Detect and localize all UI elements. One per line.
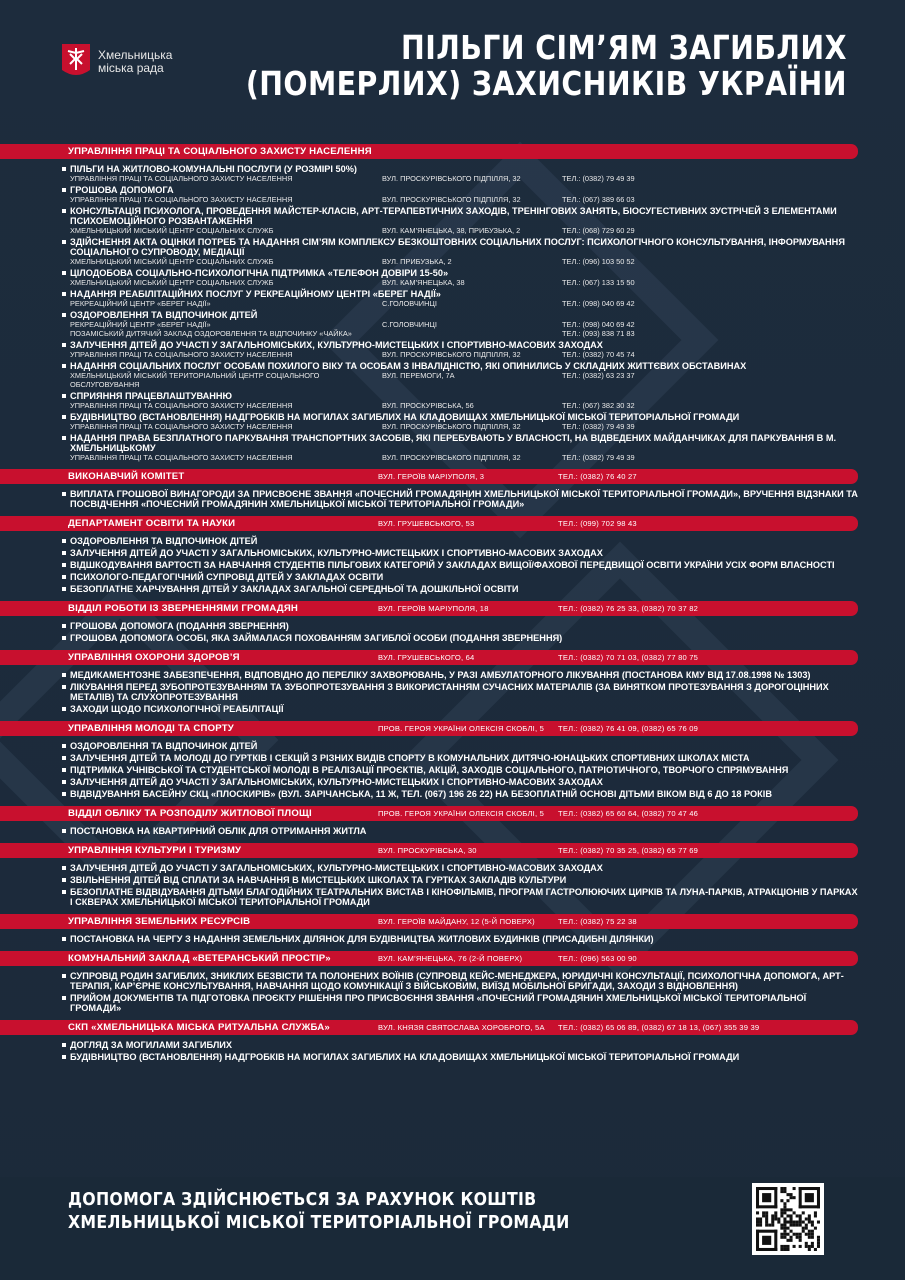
provider-row [70,320,858,329]
benefit-items [58,858,858,914]
benefit-text: ГРОШОВА ДОПОМОГА [70,185,174,195]
provider-address: ВУЛ. ПРОСКУРІВСЬКОГО ПІДПІЛЛЯ, 32 [382,174,521,183]
benefit-text: КОНСУЛЬТАЦІЯ ПСИХОЛОГА, ПРОВЕДЕННЯ МАЙСТЕР-КЛАСІВ, АРТ-ТЕРАПЕВТИЧНИХ ЗАХОДІВ, ТРЕНІНГОВИХ ЗАНЯТЬ, БІОСУГЕСТИВНИХ ЗУСТРІЧЕЙ З ЕЛЕМЕНТАМИ ПСИХОЕМОЦІЙНОГО РОЗВАНТАЖЕННЯ [70,206,837,226]
benefit-items [58,616,858,650]
provider-address: ВУЛ. КАМ’ЯНЕЦЬКА, 38, ПРИБУЗЬКА, 2 [382,226,521,235]
benefit-item [62,934,858,944]
department-address: ВУЛ. ГЕРОЇВ МАРІУПОЛЯ, 3 [378,472,485,481]
benefits-list [58,144,858,1069]
department-header [0,721,858,736]
benefit-item [62,548,858,558]
benefit-item [62,633,858,643]
benefit-items [58,821,858,843]
benefit-item [62,753,858,763]
department-header [0,914,858,929]
department-section [58,806,858,843]
benefit-text: НАДАННЯ СОЦІАЛЬНИХ ПОСЛУГ ОСОБАМ ПОХИЛОГО ВІКУ ТА ОСОБАМ З ІНВАЛІДНІСТЮ, ЯКІ ОПИНИЛИСЬ У СКЛАДНИХ ЖИТТЄВИХ ОБСТАВИНАХ [70,361,747,371]
provider-name: УПРАВЛІННЯ ПРАЦІ ТА СОЦІАЛЬНОГО ЗАХИСТУ НАСЕЛЕННЯ [70,453,293,462]
department-phone: ТЕЛ.: (099) 702 98 43 [558,519,637,528]
department-address: ПРОВ. ГЕРОЯ УКРАЇНИ ОЛЕКСІЯ СКОБЛІ, 5 [378,809,545,818]
department-header [0,516,858,531]
provider-row [70,329,858,338]
provider-row [70,401,858,410]
department-phone: ТЕЛ.: (0382) 76 25 33, (0382) 70 37 82 [558,604,699,613]
benefit-text: ДОГЛЯД ЗА МОГИЛАМИ ЗАГИБЛИХ [70,1040,233,1050]
benefit-text: ГРОШОВА ДОПОМОГА (ПОДАННЯ ЗВЕРНЕННЯ) [70,621,289,631]
department-section [58,650,858,721]
provider-name: УПРАВЛІННЯ ПРАЦІ ТА СОЦІАЛЬНОГО ЗАХИСТУ НАСЕЛЕННЯ [70,174,293,183]
department-header [0,469,858,484]
provider-address: ВУЛ. ПРОСКУРІВСЬКОГО ПІДПІЛЛЯ, 32 [382,422,521,431]
department-name: ВІДДІЛ РОБОТИ ІЗ ЗВЕРНЕННЯМИ ГРОМАДЯН [68,603,299,614]
provider-row [70,278,858,287]
department-name: ВІДДІЛ ОБЛІКУ ТА РОЗПОДІЛУ ЖИТЛОВОЇ ПЛОЩІ [68,808,312,819]
department-header [0,843,858,858]
benefit-items [58,531,858,601]
provider-address: ВУЛ. КАМ’ЯНЕЦЬКА, 38 [382,278,465,287]
benefit-text: ПСИХОЛОГО-ПЕДАГОГІЧНИЙ СУПРОВІД ДІТЕЙ У ЗАКЛАДАХ ОСВІТИ [70,572,384,582]
department-name: УПРАВЛІННЯ ПРАЦІ ТА СОЦІАЛЬНОГО ЗАХИСТУ НАСЕЛЕННЯ [68,146,372,157]
department-section [58,516,858,601]
department-name: УПРАВЛІННЯ КУЛЬТУРИ І ТУРИЗМУ [68,845,242,856]
benefit-item [62,682,858,702]
benefit-text: МЕДИКАМЕНТОЗНЕ ЗАБЕЗПЕЧЕННЯ, ВІДПОВІДНО ДО ПЕРЕЛІКУ ЗАХВОРЮВАНЬ, У РАЗІ АМБУЛАТОРНОГО ЛІКУВАННЯ (ПОСТАНОВА КМУ ВІД 17.08.1998 № 1303) [70,670,811,680]
provider-address: ВУЛ. ПРОСКУРІВСЬКОГО ПІДПІЛЛЯ, 32 [382,453,521,462]
provider-address: ВУЛ. ПРОСКУРІВСЬКОГО ПІДПІЛЛЯ, 32 [382,350,521,359]
provider-row [70,422,858,431]
provider-row [70,371,858,389]
benefit-items [58,929,858,951]
provider-name: УПРАВЛІННЯ ПРАЦІ ТА СОЦІАЛЬНОГО ЗАХИСТУ НАСЕЛЕННЯ [70,422,293,431]
benefit-item [62,826,858,836]
benefit-text: ЗАЛУЧЕННЯ ДІТЕЙ ДО УЧАСТІ У ЗАГАЛЬНОМІСЬКИХ, КУЛЬТУРНО-МИСТЕЦЬКИХ І СПОРТИВНО-МАСОВИХ ЗАХОДАХ [70,340,603,350]
department-address: ВУЛ. ГРУШЕВСЬКОГО, 53 [378,519,475,528]
benefit-text: БЕЗОПЛАТНЕ ХАРЧУВАННЯ ДІТЕЙ У ЗАКЛАДАХ ЗАГАЛЬНОЇ СЕРЕДНЬОЇ ТА ДОШКІЛЬНОЇ ОСВІТИ [70,584,519,594]
logo-line-1: Хмельницька [98,48,173,62]
benefit-item [62,560,858,570]
provider-phone: ТЕЛ.: (098) 040 69 42 [562,299,635,308]
benefit-item [62,704,858,714]
department-header [0,650,858,665]
benefit-text: ВІДВІДУВАННЯ БАСЕЙНУ СКЦ «ПЛОСКИРІВ» (ВУЛ. ЗАРІЧАНСЬКА, 11 Ж, ТЕЛ. (067) 196 26 22) НА БЕЗОПЛАТНІЙ ОСНОВІ ДІТЬМИ ВІКОМ ВІД 6 ДО 18 РОКІВ [70,789,772,799]
provider-row [70,195,858,204]
provider-phone: ТЕЛ.: (067) 133 15 50 [562,278,635,287]
provider-name: ХМЕЛЬНИЦЬКИЙ МІСЬКИЙ ЦЕНТР СОЦІАЛЬНИХ СЛУЖБ [70,278,274,287]
provider-name: УПРАВЛІННЯ ПРАЦІ ТА СОЦІАЛЬНОГО ЗАХИСТУ НАСЕЛЕННЯ [70,195,293,204]
provider-phone: ТЕЛ.: (0382) 63 23 37 [562,371,635,380]
benefit-item [62,206,858,235]
benefit-text: СПРИЯННЯ ПРАЦЕВЛАШТУВАННЮ [70,391,232,401]
benefit-item [62,489,858,509]
provider-name: ХМЕЛЬНИЦЬКИЙ МІСЬКИЙ ТЕРИТОРІАЛЬНИЙ ЦЕНТР СОЦІАЛЬНОГО ОБСЛУГОВУВАННЯ [70,371,320,389]
benefit-item [62,310,858,338]
department-header [0,601,858,616]
benefit-text: ВІДШКОДУВАННЯ ВАРТОСТІ ЗА НАВЧАННЯ СТУДЕНТІВ ПІЛЬГОВИХ КАТЕГОРІЙ У ЗАКЛАДАХ ВИЩОЇ/ФАХОВОЇ ПЕРЕДВИЩОЇ ОСВІТИ УКРАЇНИ УСІХ ФОРМ ВЛАСНОСТІ [70,560,835,570]
benefit-items [58,966,858,1020]
benefit-item [62,536,858,546]
qr-code-icon [756,1187,820,1251]
department-section [58,951,858,1020]
department-phone: ТЕЛ.: (0382) 70 71 03, (0382) 77 80 75 [558,653,699,662]
department-phone: ТЕЛ.: (0382) 65 06 89, (0382) 67 18 13, (067) 355 39 39 [558,1023,760,1032]
benefit-item [62,777,858,787]
benefit-item [62,993,858,1013]
provider-address: ВУЛ. ПЕРЕМОГИ, 7А [382,371,455,380]
provider-phone: ТЕЛ.: (0382) 79 49 39 [562,422,635,431]
department-section [58,914,858,951]
benefit-items [58,1035,858,1069]
benefit-items [58,159,858,469]
department-address: ВУЛ. ГРУШЕВСЬКОГО, 64 [378,653,475,662]
benefit-text: ЗДІЙСНЕННЯ АКТА ОЦІНКИ ПОТРЕБ ТА НАДАННЯ СІМ’ЯМ КОМПЛЕКСУ БЕЗКОШТОВНИХ СОЦІАЛЬНИХ ПОСЛУГ: ПСИХОЛОГІЧНОГО КОНСУЛЬТУВАННЯ, ІНФОРМУВАННЯ СОЦІАЛЬНОГО СУПРОВОДУ, МЕДІАЦІЇ [70,237,845,257]
provider-phone: ТЕЛ.: (098) 040 69 42 [562,320,635,329]
benefit-text: БУДІВНИЦТВО (ВСТАНОВЛЕННЯ) НАДГРОБКІВ НА МОГИЛАХ ЗАГИБЛИХ НА КЛАДОВИЩАХ ХМЕЛЬНИЦЬКОЇ МІСЬКОЇ ТЕРИТОРІАЛЬНОЇ ГРОМАДИ [70,412,740,422]
provider-phone: ТЕЛ.: (0382) 79 49 39 [562,174,635,183]
department-name: УПРАВЛІННЯ МОЛОДІ ТА СПОРТУ [68,723,234,734]
department-address: ПРОВ. ГЕРОЯ УКРАЇНИ ОЛЕКСІЯ СКОБЛІ, 5 [378,724,545,733]
benefit-item [62,765,858,775]
funding-line-1: ДОПОМОГА ЗДІЙСНЮЄТЬСЯ ЗА РАХУНОК КОШТІВ [68,1190,537,1210]
department-header [0,1020,858,1035]
department-section [58,144,858,469]
benefit-item [62,572,858,582]
benefit-text: ОЗДОРОВЛЕННЯ ТА ВІДПОЧИНОК ДІТЕЙ [70,536,258,546]
benefit-text: ВИПЛАТА ГРОШОВОЇ ВИНАГОРОДИ ЗА ПРИСВОЄНЕ ЗВАННЯ «ПОЧЕСНИЙ ГРОМАДЯНИН ХМЕЛЬНИЦЬКОЇ МІСЬКОЇ ТЕРИТОРІАЛЬНОЇ ГРОМАДИ», ВРУЧЕННЯ ВІДЗНАКИ ТА ПОСВІДЧЕННЯ «ПОЧЕСНИЙ ГРОМАДЯНИН ХМЕЛЬНИЦЬКОЇ МІСЬКОЇ ТЕРИТОРІАЛЬНОЇ ГРОМАДИ» [70,489,858,509]
provider-name: ПОЗАМІСЬКИЙ ДИТЯЧИЙ ЗАКЛАД ОЗДОРОВЛЕННЯ ТА ВІДПОЧИНКУ «ЧАЙКА» [70,329,352,338]
department-header [0,951,858,966]
provider-name: РЕКРЕАЦІЙНИЙ ЦЕНТР «БЕРЕГ НАДІЇ» [70,320,211,329]
department-section [58,469,858,516]
provider-row [70,299,858,308]
provider-row [70,257,858,266]
benefit-item [62,887,858,907]
benefit-text: ЗАЛУЧЕННЯ ДІТЕЙ ТА МОЛОДІ ДО ГУРТКІВ І СЕКЦІЙ З РІЗНИХ ВИДІВ СПОРТУ В КОМУНАЛЬНИХ ДИТЯЧО-ЮНАЦЬКИХ СПОРТИВНИХ ШКОЛАХ МІСТА [70,753,750,763]
benefit-items [58,665,858,721]
city-emblem-icon [62,44,90,80]
benefit-item [62,863,858,873]
benefit-text: ЗАЛУЧЕННЯ ДІТЕЙ ДО УЧАСТІ У ЗАГАЛЬНОМІСЬКИХ, КУЛЬТУРНО-МИСТЕЦЬКИХ І СПОРТИВНО-МАСОВИХ ЗАХОДАХ [70,777,603,787]
benefit-item [62,289,858,308]
department-phone: ТЕЛ.: (0382) 75 22 38 [558,917,637,926]
benefit-item [62,361,858,389]
benefit-text: ОЗДОРОВЛЕННЯ ТА ВІДПОЧИНОК ДІТЕЙ [70,741,258,751]
provider-phone: ТЕЛ.: (067) 382 30 32 [562,401,635,410]
benefit-text: НАДАННЯ ПРАВА БЕЗПЛАТНОГО ПАРКУВАННЯ ТРАНСПОРТНИХ ЗАСОБІВ, ЯКІ ПЕРЕБУВАЮТЬ У ВЛАСНОСТІ, НА ВІДВЕДЕНИХ МАЙДАНЧИКАХ ДЛЯ ПАРКУВАННЯ В М. ХМЕЛЬНИЦЬКОМУ [70,433,837,453]
benefit-text: ЗАЛУЧЕННЯ ДІТЕЙ ДО УЧАСТІ У ЗАГАЛЬНОМІСЬКИХ, КУЛЬТУРНО-МИСТЕЦЬКИХ І СПОРТИВНО-МАСОВИХ ЗАХОДАХ [70,863,603,873]
benefit-item [62,185,858,204]
benefit-item [62,1040,858,1050]
provider-phone: ТЕЛ.: (096) 103 50 52 [562,257,635,266]
benefit-text: ПРИЙОМ ДОКУМЕНТІВ ТА ПІДГОТОВКА ПРОЄКТУ РІШЕННЯ ПРО ПРИСВОЄННЯ ЗВАННЯ «ПОЧЕСНИЙ ГРОМАДЯНИН ХМЕЛЬНИЦЬКОЇ МІСЬКОЇ ТЕРИТОРІАЛЬНОЇ ГРОМАДИ» [70,993,807,1013]
provider-phone: ТЕЛ.: (093) 838 71 83 [562,329,635,338]
funding-note [68,1189,570,1235]
benefit-text: БЕЗОПЛАТНЕ ВІДВІДУВАННЯ ДІТЬМИ БЛАГОДІЙНИХ ТЕАТРАЛЬНИХ ВИСТАВ І КІНОФІЛЬМІВ, ПРОГРАМ ГАСТРОЛЮЮЧИХ ЦИРКІВ ТА ЛУНА-ПАРКІВ, АТРАКЦІОНІВ У ПАРКАХ І СКВЕРАХ ХМЕЛЬНИЦЬКОЇ МІСЬКОЇ ТЕРИТОРІАЛЬНОЇ ГРОМАДИ [70,887,858,907]
provider-phone: ТЕЛ.: (068) 729 60 29 [562,226,635,235]
benefit-text: НАДАННЯ РЕАБІЛІТАЦІЙНИХ ПОСЛУГ У РЕКРЕАЦІЙНОМУ ЦЕНТРІ «БЕРЕГ НАДІЇ» [70,289,441,299]
benefit-item [62,164,858,183]
department-section [58,601,858,650]
benefit-text: ОЗДОРОВЛЕННЯ ТА ВІДПОЧИНОК ДІТЕЙ [70,310,258,320]
department-phone: ТЕЛ.: (0382) 70 35 25, (0382) 65 77 69 [558,846,699,855]
department-section [58,1020,858,1069]
benefit-text: ПІДТРИМКА УЧНІВСЬКОЇ ТА СТУДЕНТСЬКОЇ МОЛОДІ В РЕАЛІЗАЦІЇ ПРОЄКТІВ, АКЦІЙ, ЗАХОДІВ СОЦІАЛЬНОГО, ПАТРІОТИЧНОГО, ТВОРЧОГО СПРЯМУВАННЯ [70,765,789,775]
footer [0,1177,905,1280]
provider-address: С.ГОЛОВЧИНЦІ [382,320,437,329]
page-title [246,30,847,102]
benefit-item [62,340,858,359]
benefit-item [62,971,858,991]
department-address: ВУЛ. КАМ’ЯНЕЦЬКА, 76 (2-Й ПОВЕРХ) [378,954,523,963]
benefit-item [62,268,858,287]
benefit-items [58,736,858,806]
benefit-item [62,584,858,594]
provider-phone: ТЕЛ.: (0382) 70 45 74 [562,350,635,359]
provider-name: РЕКРЕАЦІЙНИЙ ЦЕНТР «БЕРЕГ НАДІЇ» [70,299,211,308]
provider-name: ХМЕЛЬНИЦЬКИЙ МІСЬКИЙ ЦЕНТР СОЦІАЛЬНИХ СЛУЖБ [70,226,274,235]
provider-row [70,174,858,183]
department-section [58,721,858,806]
provider-row [70,350,858,359]
benefit-item [62,1052,858,1062]
benefit-text: ЗАХОДИ ЩОДО ПСИХОЛОГІЧНОЇ РЕАБІЛІТАЦІЇ [70,704,284,714]
provider-name: УПРАВЛІННЯ ПРАЦІ ТА СОЦІАЛЬНОГО ЗАХИСТУ НАСЕЛЕННЯ [70,350,293,359]
department-header [0,806,858,821]
department-phone: ТЕЛ.: (0382) 76 40 27 [558,472,637,481]
city-council-logo [62,44,172,80]
provider-row [70,226,858,235]
provider-address: ВУЛ. ПРИБУЗЬКА, 2 [382,257,452,266]
benefit-text: ЗВІЛЬНЕННЯ ДІТЕЙ ВІД СПЛАТИ ЗА НАВЧАННЯ В МИСТЕЦЬКИХ ШКОЛАХ ТА ГУРТКАХ ЗАКЛАДІВ КУЛЬТУРИ [70,875,567,885]
benefit-item [62,741,858,751]
department-address: ВУЛ. ГЕРОЇВ МАЙДАНУ, 12 (5-Й ПОВЕРХ) [378,917,535,926]
benefit-item [62,789,858,799]
provider-name: ХМЕЛЬНИЦЬКИЙ МІСЬКИЙ ЦЕНТР СОЦІАЛЬНИХ СЛУЖБ [70,257,274,266]
department-name: УПРАВЛІННЯ ЗЕМЕЛЬНИХ РЕСУРСІВ [68,916,251,927]
department-section [58,843,858,914]
provider-phone: ТЕЛ.: (067) 389 66 03 [562,195,635,204]
benefit-text: СУПРОВІД РОДИН ЗАГИБЛИХ, ЗНИКЛИХ БЕЗВІСТИ ТА ПОЛОНЕНИХ ВОЇНІВ (СУПРОВІД КЕЙС-МЕНЕДЖЕРА, ЮРИДИЧНІ КОНСУЛЬТАЦІЇ, ПСИХОЛОГІЧНА ДОПОМОГА, АРТ-ТЕРАПІЯ, КАР’ЄРНЕ КОНСУЛЬТУВАННЯ, НАВЧАННЯ ЩОДО КОМУНІКАЦІЇ З ВІЙСЬКОВИМ, ВИЇЗД МОБІЛЬНОЇ БРИГАДИ, ЗАХОДИ З ВІДНОВЛЕННЯ) [70,971,844,991]
title-line-2: (ПОМЕРЛИХ) ЗАХИСНИКІВ УКРАЇНИ [245,64,847,103]
benefit-text: ПОСТАНОВКА НА ЧЕРГУ З НАДАННЯ ЗЕМЕЛЬНИХ ДІЛЯНОК ДЛЯ БУДІВНИЦТВА ЖИТЛОВИХ БУДИНКІВ (ПРИСАДИБНІ ДІЛЯНКИ) [70,934,654,944]
department-header [0,144,858,159]
provider-phone: ТЕЛ.: (0382) 79 49 39 [562,453,635,462]
benefit-text: ГРОШОВА ДОПОМОГА ОСОБІ, ЯКА ЗАЙМАЛАСЯ ПОХОВАННЯМ ЗАГИБЛОЇ ОСОБИ (ПОДАННЯ ЗВЕРНЕННЯ) [70,633,563,643]
provider-row [70,453,858,462]
benefit-text: ПОСТАНОВКА НА КВАРТИРНИЙ ОБЛІК ДЛЯ ОТРИМАННЯ ЖИТЛА [70,826,367,836]
benefit-item [62,670,858,680]
logo-line-2: міська рада [98,61,164,75]
benefit-items [58,484,858,516]
provider-address: ВУЛ. ПРОСКУРІВСЬКА, 56 [382,401,474,410]
benefit-text: ЛІКУВАННЯ ПЕРЕД ЗУБОПРОТЕЗУВАННЯМ ТА ЗУБОПРОТЕЗУВАННЯ З ВИКОРИСТАННЯМ СУЧАСНИХ МАТЕРІАЛІВ (ЗА ВИНЯТКОМ ПРОТЕЗУВАННЯ З ДОРОГОЦІННИХ МЕТАЛІВ) ТА СЛУХОПРОТЕЗУВАННЯ [70,682,829,702]
department-phone: ТЕЛ.: (096) 563 00 90 [558,954,637,963]
provider-address: С.ГОЛОВЧИНЦІ [382,299,437,308]
benefit-text: ЦІЛОДОБОВА СОЦІАЛЬНО-ПСИХОЛОГІЧНА ПІДТРИМКА «ТЕЛЕФОН ДОВІРИ 15-50» [70,268,449,278]
department-name: УПРАВЛІННЯ ОХОРОНИ ЗДОРОВ’Я [68,652,240,663]
benefit-text: БУДІВНИЦТВО (ВСТАНОВЛЕННЯ) НАДГРОБКІВ НА МОГИЛАХ ЗАГИБЛИХ НА КЛАДОВИЩАХ ХМЕЛЬНИЦЬКОЇ МІСЬКОЇ ТЕРИТОРІАЛЬНОЇ ГРОМАДИ [70,1052,740,1062]
benefit-item [62,391,858,410]
qr-code[interactable] [752,1183,824,1255]
benefit-item [62,621,858,631]
benefit-item [62,433,858,462]
provider-address: ВУЛ. ПРОСКУРІВСЬКОГО ПІДПІЛЛЯ, 32 [382,195,521,204]
department-name: ДЕПАРТАМЕНТ ОСВІТИ ТА НАУКИ [68,518,236,529]
benefit-text: ПІЛЬГИ НА ЖИТЛОВО-КОМУНАЛЬНІ ПОСЛУГИ (У РОЗМІРІ 50%) [70,164,357,174]
title-line-1: ПІЛЬГИ СІМ’ЯМ ЗАГИБЛИХ [401,28,847,67]
department-address: ВУЛ. ГЕРОЇВ МАРІУПОЛЯ, 18 [378,604,489,613]
department-phone: ТЕЛ.: (0382) 76 41 09, (0382) 65 76 09 [558,724,699,733]
benefit-item [62,875,858,885]
benefit-item [62,412,858,431]
provider-name: УПРАВЛІННЯ ПРАЦІ ТА СОЦІАЛЬНОГО ЗАХИСТУ НАСЕЛЕННЯ [70,401,293,410]
department-phone: ТЕЛ.: (0382) 65 60 64, (0382) 70 47 46 [558,809,699,818]
department-address: ВУЛ. ПРОСКУРІВСЬКА, 30 [378,846,477,855]
funding-line-2: ХМЕЛЬНИЦЬКОЇ МІСЬКОЇ ТЕРИТОРІАЛЬНОЇ ГРОМАДИ [68,1213,570,1233]
department-name: ВИКОНАВЧИЙ КОМІТЕТ [68,471,185,482]
department-name: СКП «ХМЕЛЬНИЦЬКА МІСЬКА РИТУАЛЬНА СЛУЖБА» [68,1022,330,1033]
department-name: КОМУНАЛЬНИЙ ЗАКЛАД «ВЕТЕРАНСЬКИЙ ПРОСТІР» [68,953,331,964]
benefit-text: ЗАЛУЧЕННЯ ДІТЕЙ ДО УЧАСТІ У ЗАГАЛЬНОМІСЬКИХ, КУЛЬТУРНО-МИСТЕЦЬКИХ І СПОРТИВНО-МАСОВИХ ЗАХОДАХ [70,548,603,558]
benefit-item [62,237,858,266]
department-address: ВУЛ. КНЯЗЯ СВЯТОСЛАВА ХОРОБРОГО, 5А [378,1023,545,1032]
